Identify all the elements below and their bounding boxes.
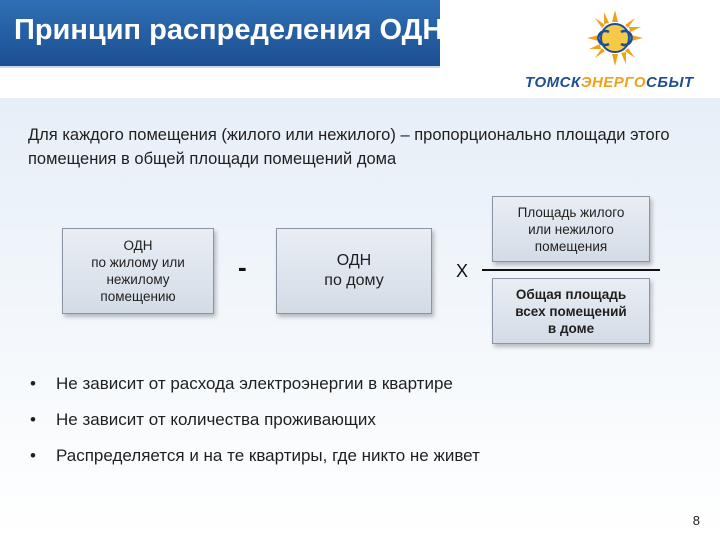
- bullet-text: Не зависит от количества проживающих: [56, 410, 376, 429]
- bullet-item: [30, 410, 480, 446]
- logo-wordmark: ТОМСКЭНЕРГОСБЫТ: [525, 74, 694, 91]
- sun-logo-icon: [585, 8, 645, 68]
- intro-text: Для каждого помещения (жилого или нежилого) – пропорционально площади этого помещения в общей площади помещений дома: [28, 126, 670, 168]
- denominator-box: [492, 278, 650, 344]
- numerator-label-2: или нежилого: [528, 221, 614, 237]
- odn-per-house-box: [276, 228, 432, 314]
- bullet-marker: •: [30, 446, 36, 465]
- bullet-item: [30, 374, 480, 410]
- bullet-item: [30, 446, 480, 482]
- bullet-marker: •: [30, 374, 36, 393]
- fraction-line: [482, 269, 660, 271]
- page-number: 8: [692, 513, 700, 528]
- bullet-text: Распределяется и на те квартиры, где никто не живет: [56, 446, 480, 465]
- denominator-label-2: всех помещений: [515, 303, 627, 319]
- bullet-list: [30, 374, 480, 482]
- slide-title: Принцип распределения ОДН: [14, 14, 444, 46]
- numerator-label-1: Площадь жилого: [517, 204, 625, 220]
- odn-house-label-2: по дому: [324, 272, 384, 289]
- denominator-label-1: Общая площадь: [515, 286, 627, 302]
- company-logo: [520, 8, 715, 100]
- odn-room-label-2: по жилому или: [91, 255, 185, 270]
- multiply-sign: Х: [456, 261, 469, 281]
- minus-sign: -: [238, 252, 247, 282]
- numerator-box: [492, 196, 650, 262]
- odn-room-label-1: ОДН: [123, 238, 153, 253]
- odn-per-room-box: [62, 228, 214, 314]
- bullet-marker: •: [30, 410, 36, 429]
- denominator-label-3: в доме: [547, 320, 595, 336]
- odn-house-label-1: ОДН: [336, 252, 372, 269]
- bullet-text: Не зависит от расхода электроэнергии в квартире: [56, 374, 453, 393]
- odn-room-label-4: помещению: [100, 289, 176, 304]
- odn-room-label-3: нежилому: [106, 272, 170, 287]
- title-bar: [0, 0, 444, 68]
- numerator-label-3: помещения: [534, 238, 608, 254]
